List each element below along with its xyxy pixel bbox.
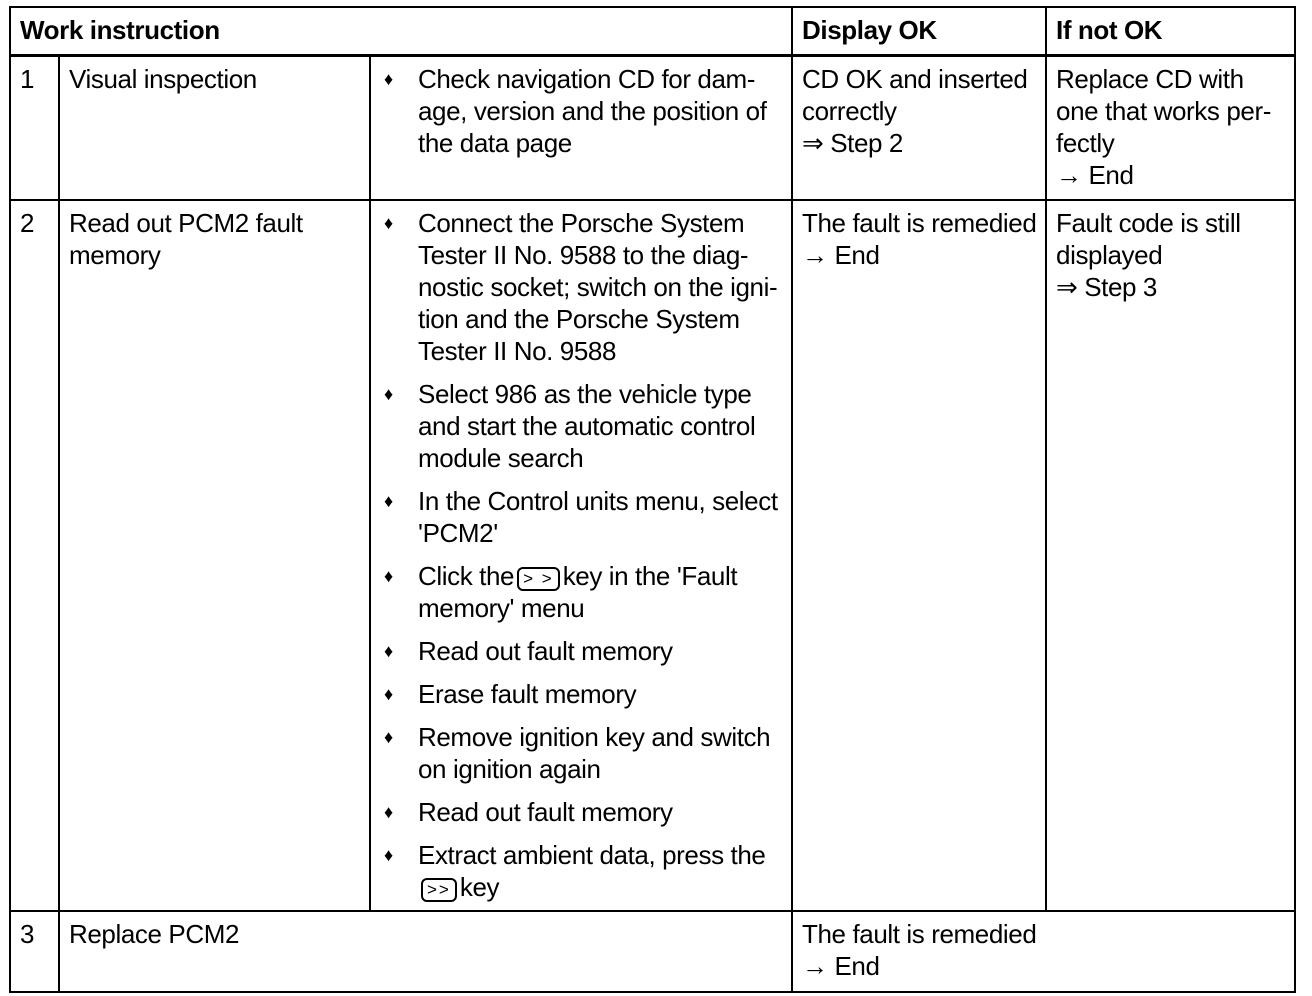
table-row-step-1: [10, 56, 1295, 201]
diamond-bullet-icon: ♦: [384, 491, 393, 511]
instruction-item: ♦ Connect the Porsche System Tester II No. 9588 to the diag- nostic socket; switch on the igni- tion and the Porsche System Tester II No. 9588: [384, 208, 778, 366]
display-ok-result: CD OK and inserted correctly ⇒ Step 2: [792, 56, 1046, 201]
instruction-item: ♦ Read out fault memory: [384, 797, 673, 827]
step-instructions: [370, 56, 792, 201]
step-number: 3: [10, 911, 59, 992]
instruction-item: ♦ Click the > > key in the 'Fault memory' menu: [384, 561, 738, 623]
diamond-bullet-icon: ♦: [384, 684, 393, 704]
instruction-item: ♦ In the Control units menu, select 'PCM2': [384, 486, 778, 548]
diamond-bullet-icon: ♦: [384, 566, 393, 586]
diamond-bullet-icon: ♦: [384, 69, 393, 89]
table-row-step-2: [10, 200, 1295, 911]
step-action: Read out PCM2 fault memory: [59, 200, 370, 911]
diamond-bullet-icon: ♦: [384, 213, 393, 233]
instruction-item: ♦ Check navigation CD for dam- age, version and the position of the data page: [384, 64, 767, 158]
not-ok-result: Fault code is still displayed ⇒ Step 3: [1046, 200, 1295, 911]
table-row-step-3: [10, 911, 1295, 992]
table-header-row: [10, 7, 1295, 56]
step-action: Visual inspection: [59, 56, 370, 201]
header-display-ok: Display OK: [792, 7, 1046, 56]
not-ok-result: Replace CD with one that works per- fectly → End: [1046, 56, 1295, 201]
display-ok-result: The fault is remedied → End: [792, 911, 1295, 992]
instruction-list: [380, 63, 783, 159]
instruction-item: ♦ Remove ignition key and switch on ignition again: [384, 722, 771, 784]
instruction-item: ♦ Select 986 as the vehicle type and start the automatic control module search: [384, 379, 756, 473]
header-work-instruction: Work instruction: [10, 7, 792, 56]
step-number: 1: [10, 56, 59, 201]
diamond-bullet-icon: ♦: [384, 641, 393, 661]
fast-forward-key-icon: >>: [421, 878, 457, 902]
diamond-bullet-icon: ♦: [384, 384, 393, 404]
forward-key-icon: > >: [517, 567, 560, 591]
display-ok-result: The fault is remedied → End: [792, 200, 1046, 911]
instruction-list: [380, 207, 783, 903]
instruction-item: ♦ Read out fault memory: [384, 636, 673, 666]
diamond-bullet-icon: ♦: [384, 727, 393, 747]
step-instructions: [370, 200, 792, 911]
diamond-bullet-icon: ♦: [384, 845, 393, 865]
header-if-not-ok: If not OK: [1046, 7, 1295, 56]
work-instruction-table: [9, 6, 1296, 993]
instruction-item: ♦ Extract ambient data, press the >> key: [384, 840, 766, 902]
diamond-bullet-icon: ♦: [384, 802, 393, 822]
instruction-item: ♦ Erase fault memory: [384, 679, 637, 709]
step-number: 2: [10, 200, 59, 911]
step-action: Replace PCM2: [59, 911, 792, 992]
